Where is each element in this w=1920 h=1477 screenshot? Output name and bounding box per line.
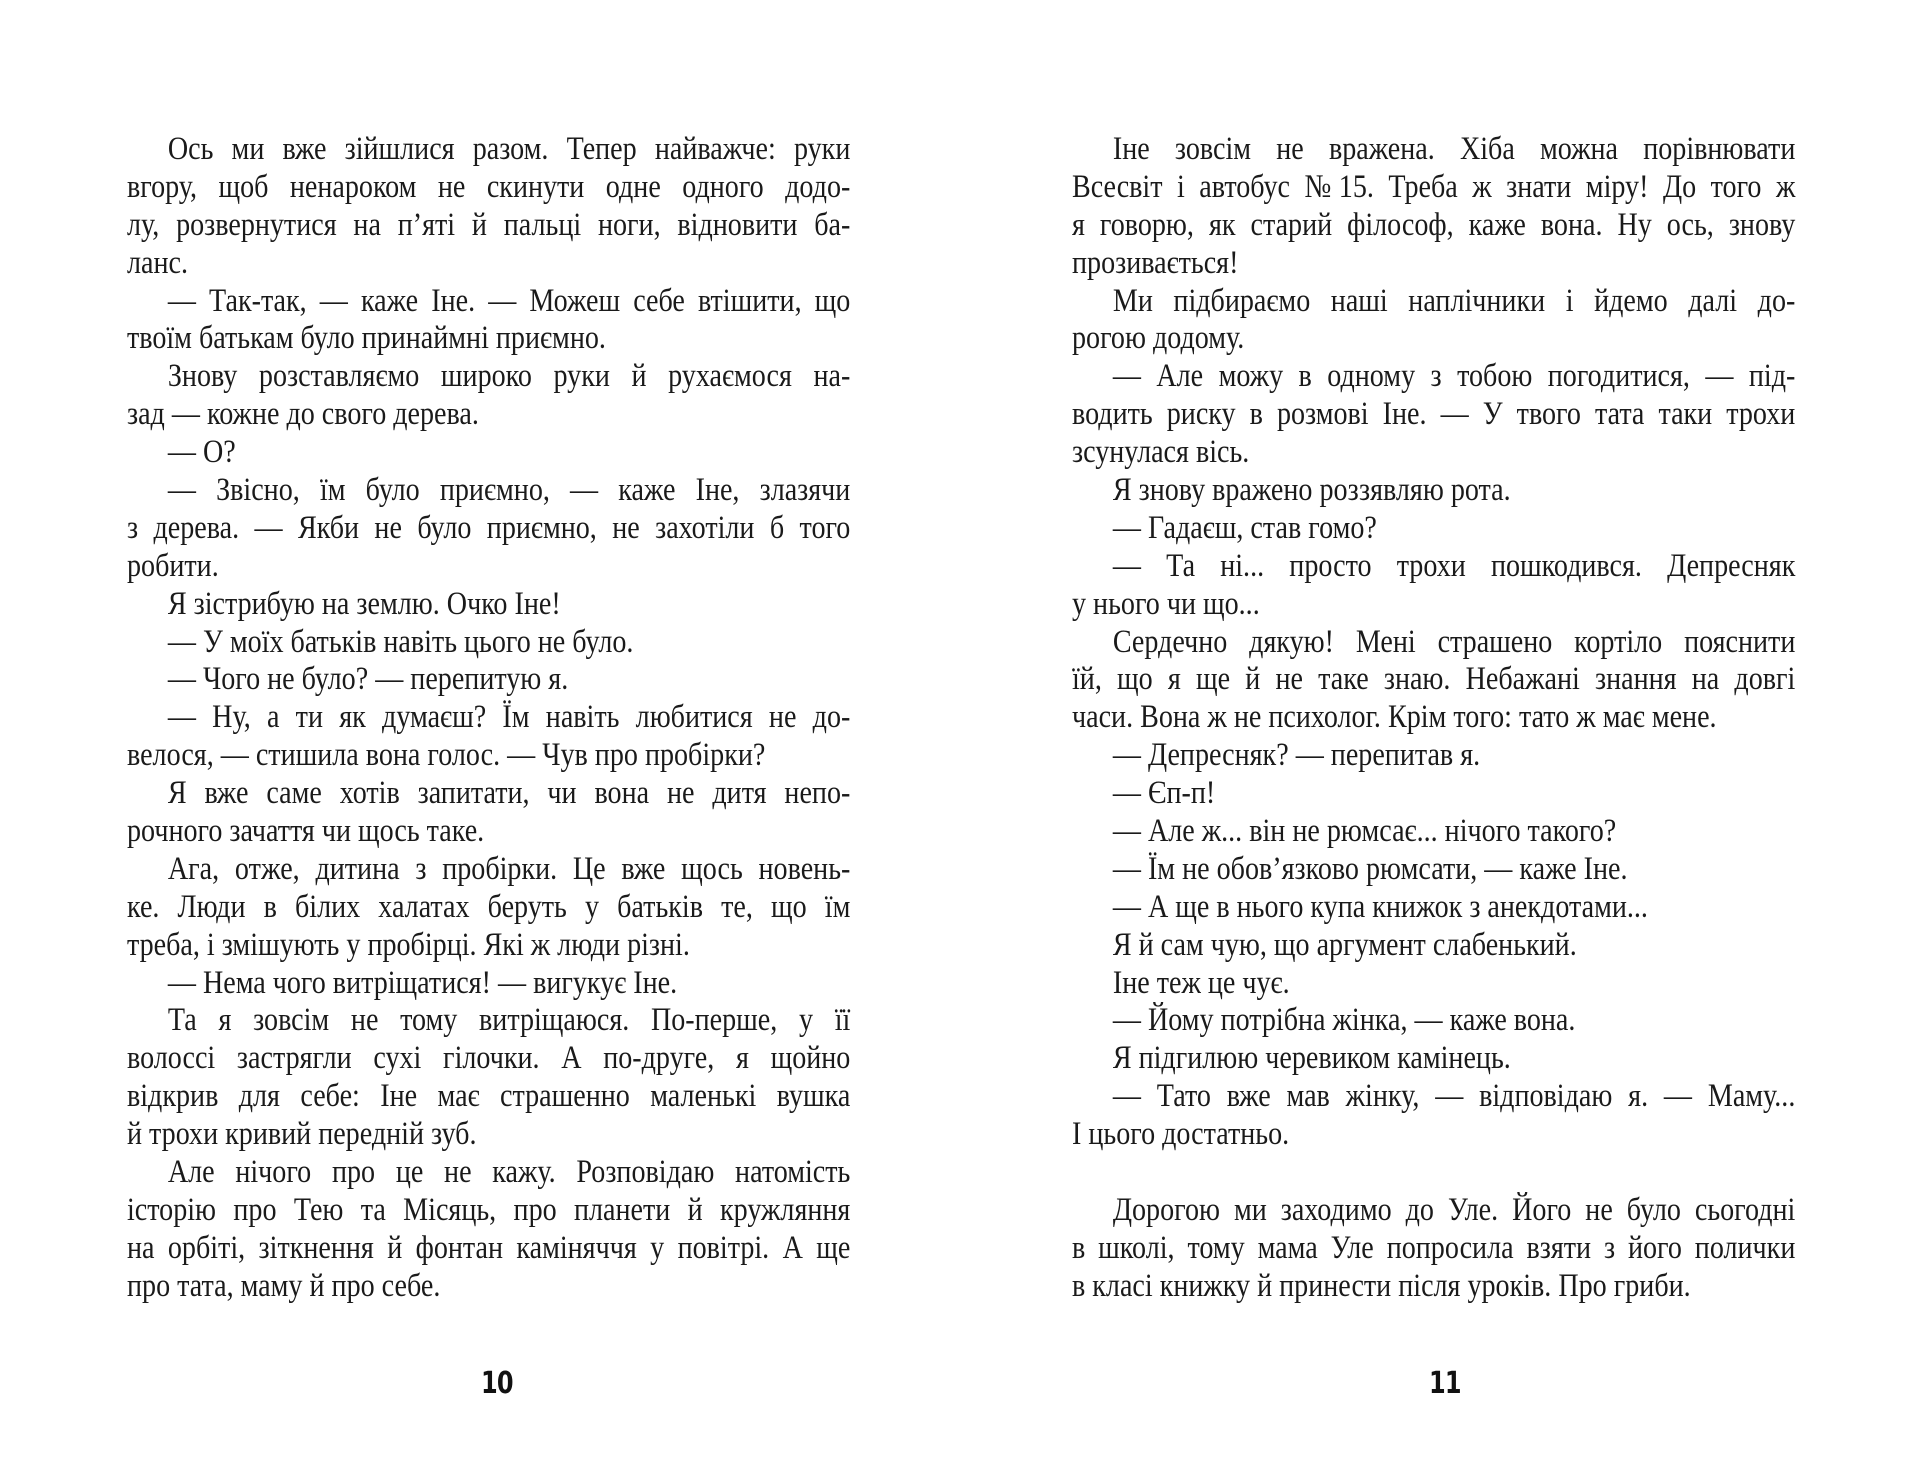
text-line: Сердечно дякую! Мені страшено кортіло пояснити: [1112, 623, 1796, 660]
text-line: на орбіті, зіткнення й фонтан каміняччя у повітрі. А ще: [127, 1229, 851, 1266]
right-page-text: [1072, 131, 1795, 1306]
text-line: ке. Люди в білих халатах беруть у батьків те, що їм: [127, 888, 851, 925]
text-line: прозивається!: [1072, 244, 1239, 281]
text-line: — А ще в нього купа книжок з анекдотами...: [1112, 888, 1648, 925]
text-line: рогою додому.: [1072, 320, 1245, 357]
text-line: зсунулася вісь.: [1072, 434, 1250, 471]
text-line: — Депресняк? — перепитав я.: [1112, 737, 1481, 774]
text-line: історію про Тею та Місяць, про планети й кружляння: [127, 1191, 851, 1228]
text-line: ланс.: [127, 244, 188, 281]
left-page-text: [127, 131, 850, 1306]
text-line: Я вже саме хотів запитати, чи вона не дитя непо-: [167, 775, 851, 812]
page-number-right: 11: [1428, 1366, 1461, 1401]
text-line: Я й сам чую, що аргумент слабенький.: [1112, 926, 1577, 963]
blank-line: [1072, 1154, 1795, 1192]
text-line: — Гадаєш, став гомо?: [1112, 509, 1377, 546]
text-line: відкрив для себе: Іне має страшенно маленькі вушка: [127, 1078, 851, 1115]
text-line: й трохи кривий передній зуб.: [127, 1116, 477, 1153]
text-line: Знову розставляємо широко руки й рухаємося на-: [167, 358, 851, 395]
text-line: волоссі застрягли сухі гілочки. А по-друге, я щойно: [127, 1040, 851, 1077]
text-line: вгору, щоб ненароком не скинути одне одного додо-: [127, 168, 851, 205]
text-line: — Та ні... просто трохи пошкодився. Депресняк: [1112, 547, 1796, 584]
text-line: часи. Вона ж не психолог. Крім того: тато ж має мене.: [1072, 699, 1717, 736]
text-line: Ось ми вже зійшлися разом. Тепер найважче: руки: [167, 131, 851, 167]
text-line: Та я зовсім не тому витріщаюся. По-перше, у її: [167, 1002, 851, 1039]
text-line: — Нема чого витріщатися! — вигукує Іне.: [167, 964, 678, 1001]
text-line: — Тато вже мав жінку, — відповідаю я. — Маму...: [1112, 1078, 1796, 1115]
text-line: Ага, отже, дитина з пробірки. Це вже щось новень-: [167, 850, 851, 887]
text-line: зад — кожне до свого дерева.: [127, 396, 479, 433]
text-line: Ми підбираємо наші наплічники і йдемо далі до-: [1112, 282, 1796, 319]
text-line: я говорю, як старий філософ, каже вона. Ну ось, знову: [1072, 206, 1796, 243]
text-line: Всесвіт і автобус №15. Треба ж знати міру! До того ж: [1072, 168, 1796, 205]
text-line: в школі, тому мама Уле попросила взяти з його полички: [1072, 1229, 1796, 1266]
text-line: — Але можу в одному з тобою погодитися, — під-: [1112, 358, 1796, 395]
text-line: велося, — стишила вона голос. — Чув про пробірки?: [127, 737, 766, 774]
text-line: треба, і змішують у пробірці. Які ж люди різні.: [127, 926, 690, 963]
text-line: Іне теж це чує.: [1112, 964, 1290, 1001]
text-line: робити.: [127, 547, 219, 584]
text-line: — Їм не обов’язково рюмсати, — каже Іне.: [1112, 850, 1628, 887]
text-line: Але нічого про це не кажу. Розповідаю натомість: [167, 1154, 851, 1191]
text-line: — У моїх батьків навіть цього не було.: [167, 623, 634, 660]
text-line: водить риску в розмові Іне. — У твого тата таки трохи: [1072, 396, 1796, 433]
text-line: їй, що я ще й не таке знаю. Небажані знання на довгі: [1072, 661, 1796, 698]
text-line: Я знову вражено роззявляю рота.: [1112, 472, 1511, 509]
text-line: Іне зовсім не вражена. Хіба можна порівнювати: [1112, 131, 1796, 167]
text-line: у нього чи що...: [1072, 585, 1260, 622]
text-line: — Єп-п!: [1112, 775, 1216, 812]
text-line: лу, розвернутися на п’яті й пальці ноги, відновити ба-: [127, 206, 851, 243]
text-line: — Звісно, їм було приємно, — каже Іне, злазячи: [167, 472, 851, 509]
text-line: — Чого не було? — перепитую я.: [167, 661, 569, 698]
text-line: рочного зачаття чи щось таке.: [127, 813, 485, 850]
text-line: — Так-так, — каже Іне. — Можеш себе втішити, що: [167, 282, 851, 319]
text-line: Я зістрибую на землю. Очко Іне!: [167, 585, 561, 622]
page-number-left: 10: [480, 1366, 513, 1401]
text-line: І цього достатньо.: [1072, 1116, 1290, 1153]
text-line: — Але ж... він не рюмсає... нічого такого?: [1112, 813, 1617, 850]
text-line: в класі книжку й принести після уроків. Про гриби.: [1072, 1267, 1691, 1304]
text-line: — О?: [167, 434, 236, 471]
text-line: — Йому потрібна жінка, — каже вона.: [1112, 1002, 1576, 1039]
text-line: з дерева. — Якби не було приємно, не захотіли б того: [127, 509, 851, 546]
text-line: Дорогою ми заходимо до Уле. Його не було сьогодні: [1112, 1191, 1796, 1228]
text-line: — Ну, а ти як думаєш? Їм навіть любитися не до-: [167, 699, 851, 736]
text-line: твоїм батькам було принаймні приємно.: [127, 320, 606, 357]
text-line: про тата, маму й про себе.: [127, 1267, 441, 1304]
text-line: Я підгилюю черевиком камінець.: [1112, 1040, 1511, 1077]
